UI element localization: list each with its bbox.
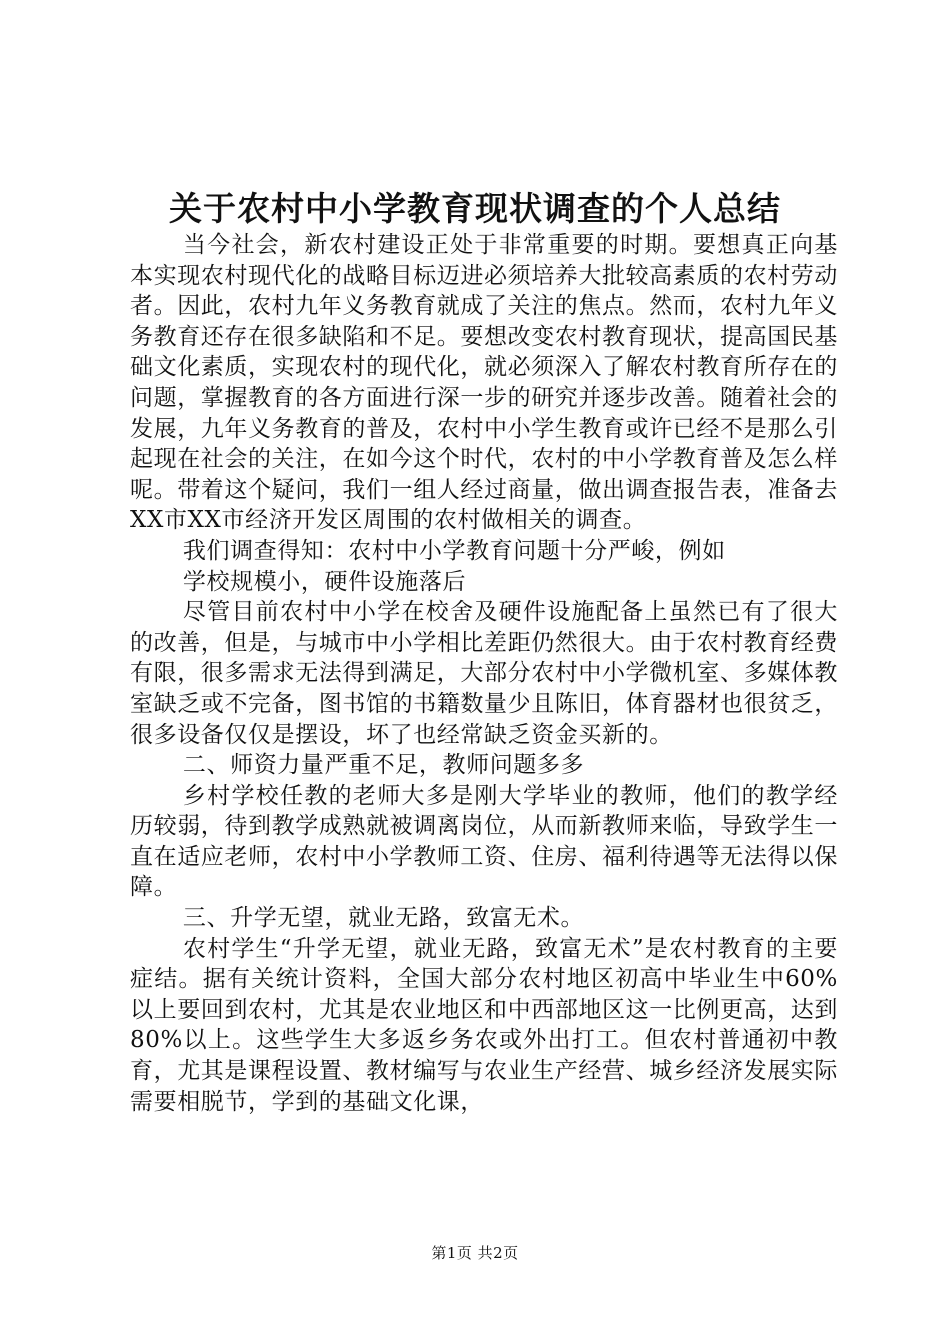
paragraph-facilities: 尽管目前农村中小学在校舍及硬件设施配备上虽然已有了很大的改善，但是，与城市中小学相比差距仍然很大。由于农村教育经费有限，很多需求无法得到满足，大部分农村中小学微机室、多媒体教室缺乏或不完备，图书馆的书籍数量少且陈旧，体育器材也很贫乏，很多设备仅仅是摆设，坏了也经常缺乏资金买新的。 [130, 599, 838, 748]
heading-teachers: 二、师资力量严重不足，教师问题多多 [182, 752, 585, 779]
heading-prospects: 三、升学无望，就业无路，致富无术。 [182, 905, 585, 932]
document-body [130, 230, 838, 1117]
paragraph-teachers: 乡村学校任教的老师大多是刚大学毕业的教师，他们的教学经历较弱，待到教学成熟就被调离岗位，从而新教师来临，导致学生一直在适应老师，农村中小学教师工资、住房、福利待遇等无法得以保障。 [130, 782, 838, 901]
page-footer: 第1页 共2页 [431, 1244, 519, 1262]
paragraph-findings: 我们调查得知：农村中小学教育问题十分严峻，例如 [182, 537, 726, 564]
heading-school-scale: 学校规模小，硬件设施落后 [182, 568, 467, 595]
document-title: 关于农村中小学教育现状调查的个人总结 [169, 189, 781, 228]
paragraph-intro: 当今社会，新农村建设正处于非常重要的时期。要想真正向基本实现农村现代化的战略目标迈进必须培养大批较高素质的农村劳动者。因此，农村九年义务教育就成了关注的焦点。然而，农村九年义务教育还存在很多缺陷和不足。要想改变农村教育现状，提高国民基础文化素质，实现农村的现代化，就必须深入了解农村教育所存在的问题，掌握教育的各方面进行深一步的研究并逐步改善。随着社会的发展，九年义务教育的普及，农村中小学生教育或许已经不是那么引起现在社会的关注，在如今这个时代，农村的中小学教育普及怎么样呢。带着这个疑问，我们一组人经过商量，做出调查报告表，准备去XX市XX市经济开发区周围的农村做相关的调查。 [130, 232, 838, 534]
paragraph-prospects: 农村学生“升学无望，就业无路，致富无术”是农村教育的主要症结。据有关统计资料，全国大部分农村地区初高中毕业生中60%以上要回到农村，尤其是农业地区和中西部地区这一比例更高，达到80%以上。这些学生大多返乡务农或外出打工。但农村普通初中教育，尤其是课程设置、教材编写与农业生产经营、城乡经济发展实际需要相脱节，学到的基础文化课， [130, 935, 838, 1115]
